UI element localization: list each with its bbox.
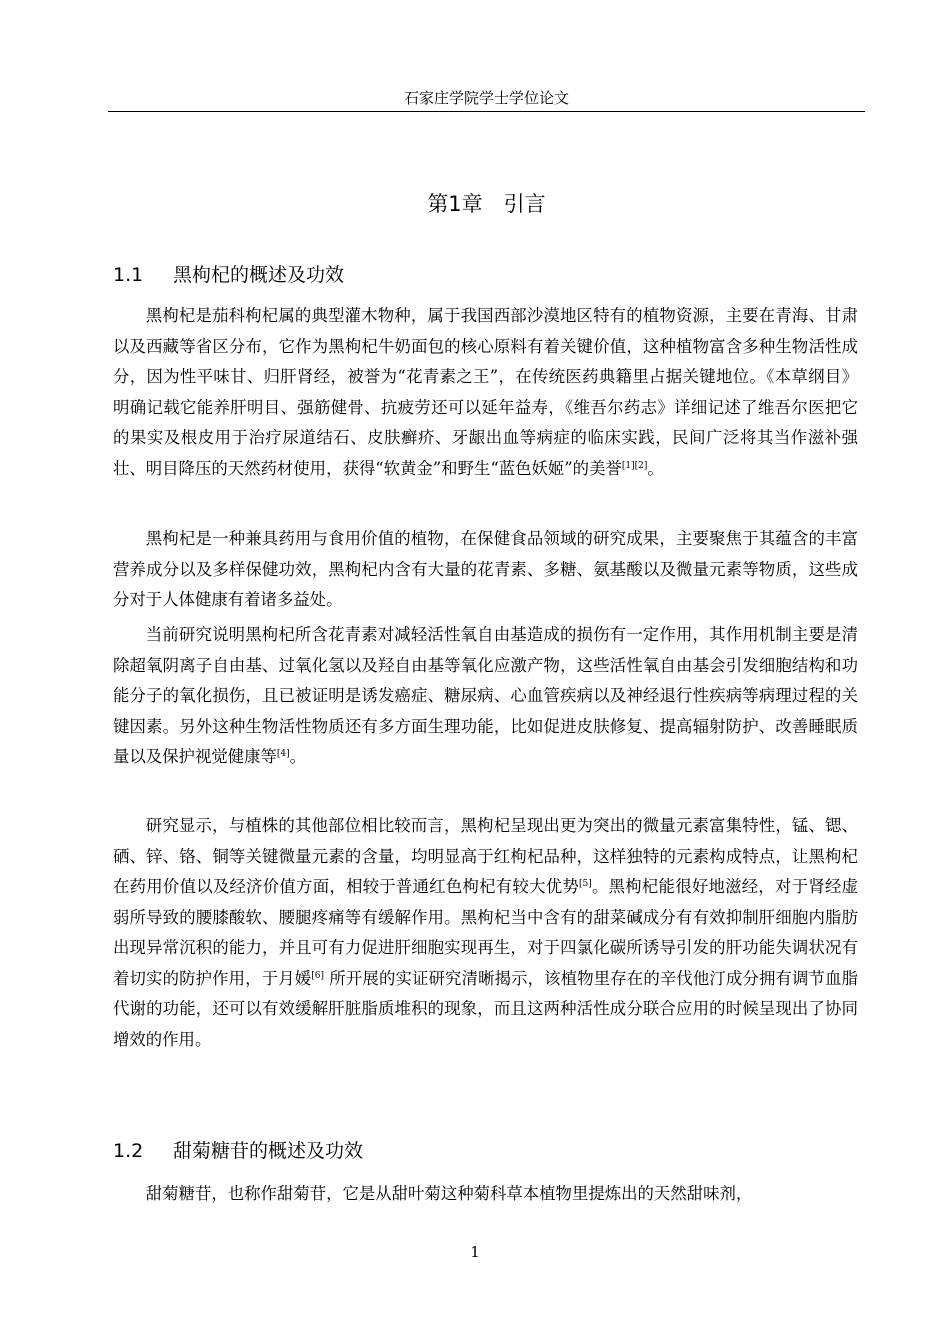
section-number: 1.2 (113, 1140, 144, 1162)
section-title: 黑枸杞的概述及功效 (173, 264, 345, 286)
citation: [4] (276, 749, 290, 759)
section-heading-1-1 (113, 262, 344, 288)
citation: [1][2] (621, 460, 648, 471)
chapter-title: 第1章 引言 (427, 192, 546, 216)
paragraph (113, 524, 858, 616)
paragraph-text: 甜菊糖苷，也称作甜菊苷，它是从甜叶菊这种菊科草本植物里提炼出的天然甜味剂， (145, 1184, 753, 1203)
paragraph (113, 301, 858, 484)
page-number: 1 (470, 1243, 480, 1261)
page-header: 石家庄学院学士学位论文 (403, 89, 569, 107)
paragraph-text: 黑枸杞是一种兼具药用与食用价值的植物，在保健食品领域的研究成果，主要聚焦于其蕴含的丰富营养成分以及多样保健功效，黑枸杞内含有大量的花青素、多糖、氨基酸以及微量元素等物质，这些成分对于人体健康有着诸多益处。 (113, 529, 858, 609)
paragraph (113, 811, 858, 1055)
paragraph-text: 黑枸杞是茄科枸杞属的典型灌木物种，属于我国西部沙漠地区特有的植物资源，主要在青海、甘肃以及西藏等省区分布，它作为黑枸杞牛奶面包的核心原料有着关键价值，这种植物富含多种生物活性成分，因为性平味甘、归肝肾经，被誉为“花青素之王”，在传统医药典籍里占据关键地位。《本草纲目》明确记载它能养肝明目、强筋健骨、抗疲劳还可以延年益寿，《维吾尔药志》详细记述了维吾尔医把它的果实及根皮用于治疗尿道结石、皮肤癣疥、牙龈出血等病症的临床实践，民间广泛将其当作滋补强壮、明目降压的天然药材使用，获得“软黄金”和野生“蓝色妖姬”的美誉 (113, 306, 858, 478)
paragraph-text: 所开展的实证研究清晰揭示，该植物里存在的辛伐他汀成分拥有调节血脂代谢的功能，还可以有效缓解肝脏脂质堆积的现象，而且这两种活性成分联合应用的时候呈现出了协同增效的作用。 (113, 968, 858, 1049)
paragraph (113, 620, 858, 773)
paragraph (113, 1179, 858, 1210)
section-title: 甜菊糖苷的概述及功效 (173, 1140, 364, 1162)
section-heading-1-2 (113, 1138, 363, 1164)
citation: [5] (578, 879, 592, 889)
header-rule (108, 111, 865, 112)
section-number: 1.1 (113, 264, 144, 286)
paragraph-text: 。 (647, 458, 664, 478)
paragraph-text: 。黑枸杞能很好地滋经，对于肾经虚弱所导致的腰膝酸软、腰腿疼痛等有缓解作用。黑枸杞当中含有的甜菜碱成分有有效抑制肝细胞内脂肪出现异常沉积的能力，并且可有力促进肝细胞实现再生，对于四氯化碳所诱导引发的肝功能失调状况有着切实的防护作用，于月媛 (113, 877, 859, 988)
paragraph-text: 当前研究说明黑枸杞所含花青素对减轻活性氧自由基造成的损伤有一定作用，其作用机制主要是清除超氧阴离子自由基、过氧化氢以及羟自由基等氧化应激产物，这些活性氧自由基会引发细胞结构和功能分子的氧化损伤，且已被证明是诱发癌症、糖尿病、心血管疾病以及神经退行性疾病等病理过程的关键因素。另外这种生物活性物质还有多方面生理功能，比如促进皮肤修复、提高辐射防护、改善睡眠质量以及保护视觉健康等 (113, 625, 858, 766)
citation: [6] (311, 970, 325, 981)
paragraph-text: 研究显示，与植株的其他部位相比较而言，黑枸杞呈现出更为突出的微量元素富集特性，锰、锶、硒、锌、铬、铜等关键微量元素的含量，均明显高于红枸杞品种，这样独特的元素构成特点，让黑枸杞在药用价值以及经济价值方面，相较于普通红色枸杞有较大优势 (113, 816, 858, 896)
paragraph-text: 。 (289, 747, 307, 766)
